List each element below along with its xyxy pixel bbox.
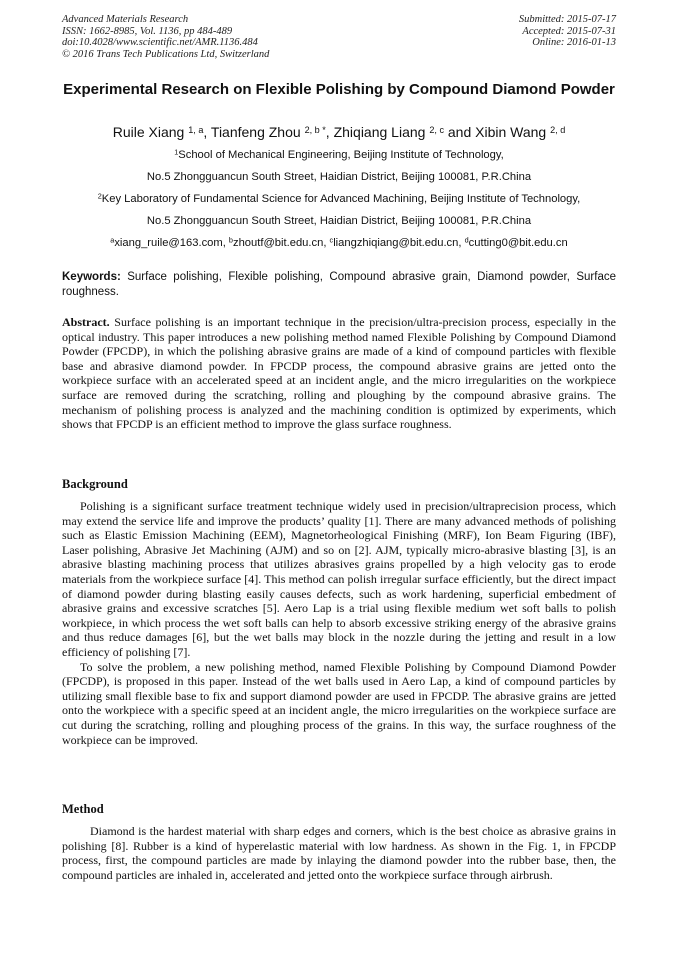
author-name: Tianfeng Zhou <box>210 124 305 140</box>
abstract-text: Surface polishing is an important technique in the precision/ultra-precision process, especially in the optical industry. This paper introduces a new polishing method named Flexible Polishing by Compound Diamond Powder (FPCDP), in which the polishing abrasive grains are made of a kind of compound particles with flexible base and abrasive diamond powder. In FPCDP process, the compound abrasive grains are jetted onto the workpiece surface with an accelerated speed at an incident angle, and the micro irregularities on the workpiece surface are removed during the scratching, rolling and ploughing by the compound abrasive grains. The mechanism of polishing process is analyzed and the machining condition is optimized by experiments, which shows that FPCDP is an efficient method to improve the glass surface roughness. <box>62 315 616 432</box>
affiliation-2-line-1 <box>40 192 638 206</box>
email-sup: c <box>329 235 334 245</box>
method-heading: Method <box>62 802 104 816</box>
copyright: © 2016 Trans Tech Publications Ltd, Switzerland <box>62 48 270 60</box>
author-affil-sup: 2, b * <box>304 124 326 135</box>
submitted-date: Submitted: 2015-07-17 <box>518 14 616 25</box>
keywords-text: Surface polishing, Flexible polishing, Compound abrasive grain, Diamond powder, Surface roughness. <box>62 271 616 298</box>
affiliation-1-line-1 <box>40 148 638 162</box>
author-affil-sup: 2, c <box>429 124 444 135</box>
affiliation-2-line-2: No.5 Zhongguancun South Street, Haidian District, Beijing 100081, P.R.China <box>146 215 532 227</box>
journal-doi[interactable]: doi:10.4028/www.scientific.net/AMR.1136.484 <box>62 37 258 48</box>
affiliation-1-line-2: No.5 Zhongguancun South Street, Haidian District, Beijing 100081, P.R.China <box>146 171 532 183</box>
author-separator: and <box>444 124 476 140</box>
online-date: Online: 2016-01-13 <box>532 37 616 48</box>
background-paragraph-2: To solve the problem, a new polishing method, named Flexible Polishing by Compound Diamond Powder (FPCDP), is proposed in this paper. Instead of the wet balls used in Aero Lap, a kind of compound particles by utilizing small flexible base to fix and support diamond powder are used in FPCDP. The abrasive grains are jetted onto the workpiece with a specific speed at an incident angle, the micro irregularities on the workpiece surface are cut during the scratching, rolling and ploughing process of the grains. In this way, the surface roughness of the workpiece can be improved. <box>62 659 616 747</box>
accepted-date: Accepted: 2015-07-31 <box>522 25 616 37</box>
journal-name: Advanced Materials Research <box>62 14 189 25</box>
keywords-label: Keywords: <box>62 271 121 283</box>
journal-info <box>62 14 269 60</box>
paper-title: Experimental Research on Flexible Polishing by Compound Diamond Powder <box>63 81 615 98</box>
email-link[interactable]: xiang_ruile@163.com, <box>114 237 229 249</box>
publication-dates <box>519 14 616 49</box>
abstract <box>62 315 616 432</box>
author-name: Zhiqiang Liang <box>333 124 430 140</box>
author-affil-sup: 2, d <box>550 124 566 135</box>
affiliation-text: School of Mechanical Engineering, Beijing Institute of Technology, <box>178 149 504 161</box>
email-sup: a <box>110 235 115 245</box>
author-list <box>62 123 616 141</box>
author-separator: , <box>325 124 334 140</box>
affiliation-text: Key Laboratory of Fundamental Science for Advanced Machining, Beijing Institute of Technology, <box>101 193 581 205</box>
keywords <box>62 270 616 300</box>
journal-issn: ISSN: 1662-8985, Vol. 1136, pp 484-489 <box>62 25 233 37</box>
author-name: Xibin Wang <box>475 124 551 140</box>
author-affil-sup: 1, a <box>188 124 204 135</box>
email-link[interactable]: cutting0@bit.edu.cn <box>468 237 568 249</box>
affiliation-sup: 2 <box>97 191 102 201</box>
email-sup: d <box>464 235 469 245</box>
email-sup: b <box>228 235 233 245</box>
author-name: Ruile Xiang <box>112 124 189 140</box>
author-separator: , <box>203 124 211 140</box>
affiliation-sup: 1 <box>174 147 179 157</box>
background-paragraph-1: Polishing is a significant surface treatment technique widely used in precision/ultraprecision process, which may extend the service life and improve the products’ quality [1]. There are many advanced methods of polishing such as Elastic Emission Machining (EEM), Magnetorheological Finishing (MRF), Ion Beam Figuring (IBF), Laser polishing, Abrasive Jet Machining (AJM) and so on [2]. AJM, typically micro-abrasive blasting [3], is an abrasive blasting machining process that utilizes abrasives grains propelled by a high velocity gas to erode materials from the workpiece surface [4]. This method can polish irregular surface efficiently, but the direct impact of diamond powder during blasting easily causes defects, such as work hardening, superficial embedment of abrasive grains and excessive scratches [5]. Aero Lap is a trial using flexible medium wet soft balls to polish workpiece, in which process the wet soft balls can help to absorb excessive striking energy of the abrasive grains and thus reduce damages [6], but the wet balls may block in the nozzle during the jetting and result in a low efficiency of polishing [7]. <box>62 499 616 659</box>
abstract-label: Abstract. <box>62 315 110 329</box>
email-link[interactable]: liangzhiqiang@bit.edu.cn, <box>333 237 465 249</box>
background-heading: Background <box>62 477 128 491</box>
method-section <box>62 824 616 882</box>
method-paragraph-1: Diamond is the hardest material with sharp edges and corners, which is the best choice as abrasive grains in polishing [8]. Rubber is a kind of hyperelastic material with low hardness. As shown in the Fig. 1, in FPCDP process, first, the compound particles are made by inlaying the diamond powder into the rubber base, then, the compound particles are inhaled in, accelerated and jetted onto the workpiece surface through airbrush. <box>62 824 616 882</box>
background-section <box>62 499 616 747</box>
email-list <box>40 236 638 250</box>
email-link[interactable]: zhoutf@bit.edu.cn, <box>232 237 330 249</box>
